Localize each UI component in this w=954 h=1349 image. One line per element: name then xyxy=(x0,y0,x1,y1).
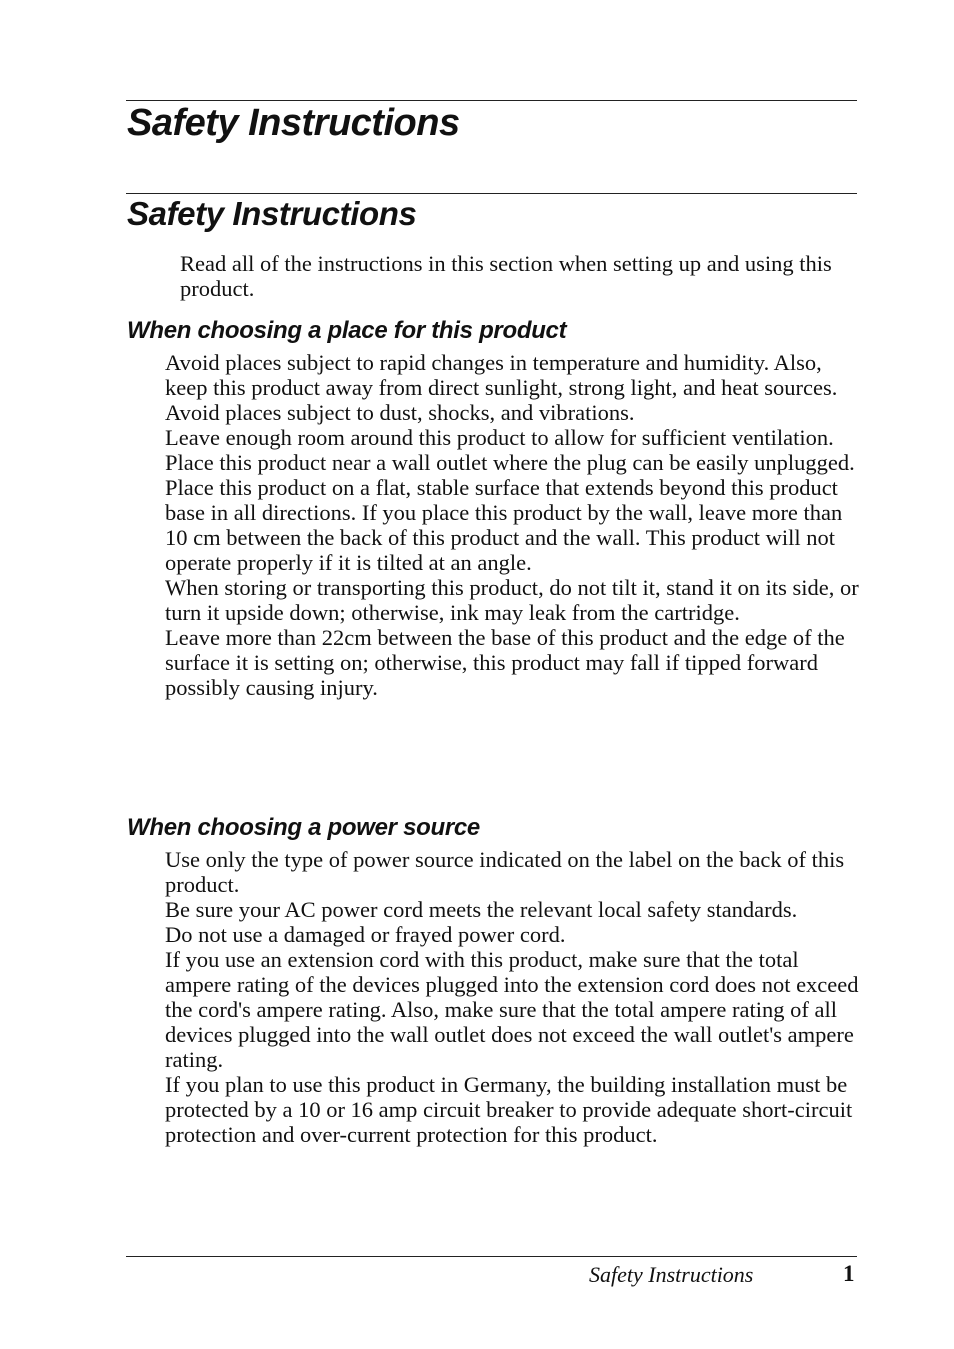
list-item: Place this product near a wall outlet where the plug can be easily unplugged. xyxy=(165,450,855,475)
place-heading: When choosing a place for this product xyxy=(127,317,567,344)
list-item: When storing or transporting this product, do not tilt it, stand it on its side, or turn it upside down; otherwise, ink may leak from the cartridge. xyxy=(165,575,859,625)
footer-rule xyxy=(126,1256,857,1257)
place-item-list xyxy=(165,350,859,700)
footer-section-label: Safety Instructions xyxy=(589,1262,754,1287)
list-item: Leave enough room around this product to allow for sufficient ventilation. xyxy=(165,425,834,450)
list-item: Do not use a damaged or frayed power cord. xyxy=(165,922,566,947)
power-item-list xyxy=(165,847,859,1147)
list-item: If you use an extension cord with this product, make sure that the total ampere rating of the devices plugged into the extension cord does not exceed the cord's ampere rating. Also, make sure that the total ampere rating of all devices plugged into the wall outlet does not exceed the wall outlet's ampere rating. xyxy=(165,947,859,1072)
power-heading: When choosing a power source xyxy=(127,814,480,841)
list-item: Use only the type of power source indicated on the label on the back of this product. xyxy=(165,847,845,897)
list-item: If you plan to use this product in Germany, the building installation must be protected by a 10 or 16 amp circuit breaker to provide adequate short-circuit protection and over-current protection for this product. xyxy=(165,1072,853,1147)
list-item: Avoid places subject to dust, shocks, and vibrations. xyxy=(165,400,635,425)
page-number: 1 xyxy=(843,1261,855,1286)
chapter-title: Safety Instructions xyxy=(127,102,460,144)
list-item: Be sure your AC power cord meets the relevant local safety standards. xyxy=(165,897,798,922)
section-title: Safety Instructions xyxy=(127,195,417,232)
section-intro: Read all of the instructions in this section when setting up and using this product. xyxy=(180,251,832,301)
list-item: Leave more than 22cm between the base of this product and the edge of the surface it is setting on; otherwise, this product may fall if tipped forward possibly causing injury. xyxy=(165,625,845,700)
list-item: Avoid places subject to rapid changes in temperature and humidity. Also, keep this product away from direct sunlight, strong light, and heat sources. xyxy=(165,350,838,400)
list-item: Place this product on a flat, stable surface that extends beyond this product base in all directions. If you place this product by the wall, leave more than 10 cm between the back of this product and the wall. This product will not operate properly if it is tilted at an angle. xyxy=(165,475,843,575)
